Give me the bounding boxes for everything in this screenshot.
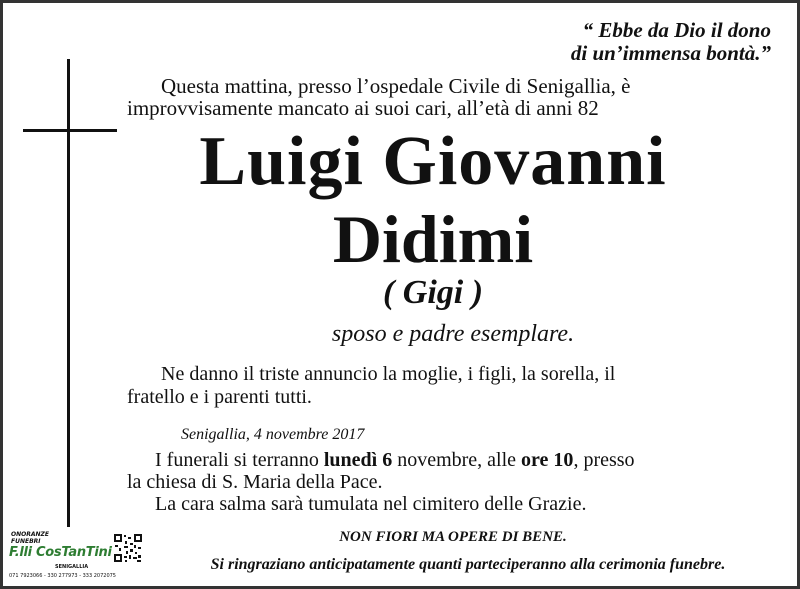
- deceased-surname: Didimi: [332, 201, 534, 277]
- funeral-text-c: , presso: [573, 449, 635, 471]
- logo-header-line-2: FUNEBRI: [11, 538, 41, 545]
- dateline: Senigallia, 4 novembre 2017: [181, 426, 365, 443]
- logo-header-line-1: ONORANZE: [11, 531, 49, 538]
- cross-icon-horizontal: [23, 129, 117, 132]
- funeral-text-b: novembre, alle: [392, 449, 522, 471]
- funeral-details: [127, 449, 783, 515]
- intro-line-2: improvvisamente mancato ai suoi cari, all’età di anni 82: [127, 96, 599, 120]
- funeral-day: lunedì 6: [323, 449, 393, 471]
- logo-phones: 071 7923066 - 330 277973 - 333 2072075: [9, 573, 116, 579]
- logo-brand: F.lli CosTanTini: [9, 545, 112, 560]
- funeral-line-3: La cara salma sarà tumulata nel cimitero delle Grazie.: [155, 493, 587, 515]
- deceased-role: sposo e padre esemplare.: [331, 321, 575, 347]
- funeral-time: ore 10: [521, 449, 574, 471]
- intro-line-1: Questa mattina, presso l’ospedale Civile di Senigallia, è: [161, 74, 631, 98]
- announcement-paragraph: [127, 363, 783, 409]
- deceased-nickname: ( Gigi ): [382, 274, 484, 311]
- logo-city: SENIGALLIA: [55, 564, 89, 570]
- quote-line-2: di un’immensa bontà.”: [570, 41, 771, 65]
- logo-header: [11, 531, 49, 545]
- funeral-line-2: la chiesa di S. Maria della Pace.: [127, 471, 383, 493]
- deceased-name-first: Luigi Giovanni: [199, 123, 667, 200]
- announcement-line-1: Ne danno il triste annuncio la moglie, i figli, la sorella, il: [161, 363, 616, 385]
- quote-line-1: “ Ebbe da Dio il dono: [582, 18, 771, 42]
- funeral-text-a: I funerali si terranno: [155, 449, 324, 471]
- funeral-home-logo: [9, 531, 149, 585]
- intro-paragraph: [127, 75, 783, 119]
- funeral-line-1: [127, 449, 783, 471]
- thanks-notice: Si ringraziano anticipatamente quanti parteciperanno alla cerimonia funebre.: [210, 556, 726, 573]
- qr-code-icon: [113, 533, 143, 563]
- announcement-line-2: fratello e i parenti tutti.: [127, 386, 312, 408]
- no-flowers-notice: NON FIORI MA OPERE DI BENE.: [339, 529, 567, 545]
- epigraph-quote: [571, 19, 771, 65]
